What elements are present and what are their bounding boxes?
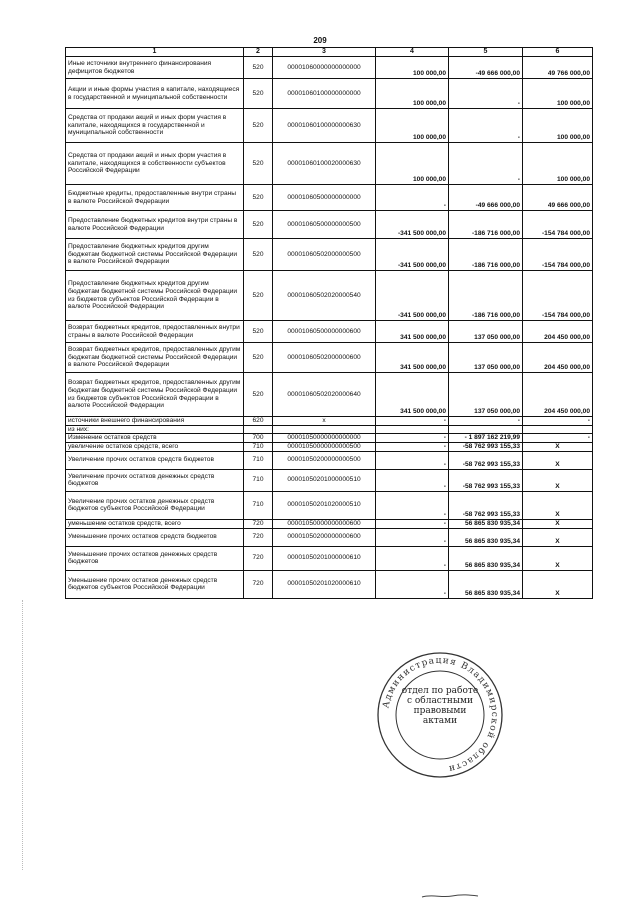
row-code-cell: 520 <box>244 185 273 211</box>
table-row <box>66 442 593 451</box>
row-name-cell: Акции и иные формы участия в капитале, находящиеся в государственной и муниципальной собственности <box>66 79 244 109</box>
row-code-cell: 520 <box>244 57 273 79</box>
row-code-cell: 520 <box>244 343 273 373</box>
row-code-cell: 520 <box>244 109 273 143</box>
row-kbk-cell: 00001060100020000630 <box>273 143 376 185</box>
row-name-cell: Иные источники внутреннего финансирования дефицитов бюджетов <box>66 57 244 79</box>
table-row <box>66 343 593 373</box>
table-row <box>66 546 593 570</box>
row-unexecuted-cell: X <box>523 451 593 469</box>
table-row <box>66 109 593 143</box>
stamp-line-3: правовыми <box>413 706 467 716</box>
table-row <box>66 417 593 426</box>
table-row <box>66 434 593 443</box>
row-code-cell: 710 <box>244 491 273 519</box>
row-approved-cell: 341 500 000,00 <box>376 343 449 373</box>
row-kbk-cell: 00001060500000000600 <box>273 321 376 343</box>
official-stamp <box>375 650 505 780</box>
row-executed-cell: -49 666 000,00 <box>449 57 523 79</box>
table-row <box>66 425 593 434</box>
row-kbk-cell: 00001050201020000610 <box>273 570 376 598</box>
header-col-5: 5 <box>449 48 523 57</box>
row-executed-cell: 137 050 000,00 <box>449 343 523 373</box>
row-executed-cell: - <box>449 417 523 426</box>
row-approved-cell: - <box>376 442 449 451</box>
row-unexecuted-cell: -154 784 000,00 <box>523 239 593 271</box>
row-executed-cell: - <box>449 143 523 185</box>
row-executed-cell: -49 666 000,00 <box>449 185 523 211</box>
row-unexecuted-cell: 204 450 000,00 <box>523 373 593 417</box>
row-unexecuted-cell: X <box>523 442 593 451</box>
row-code-cell: 710 <box>244 469 273 491</box>
header-col-6: 6 <box>523 48 593 57</box>
table-row <box>66 211 593 239</box>
row-kbk-cell: x <box>273 417 376 426</box>
row-approved-cell: - <box>376 528 449 546</box>
table-row <box>66 271 593 321</box>
row-name-cell: Увеличение прочих остатков средств бюджетов <box>66 451 244 469</box>
page-number: 209 <box>313 36 327 45</box>
row-executed-cell: -58 762 993 155,33 <box>449 491 523 519</box>
row-kbk-cell: 00001060100000000630 <box>273 109 376 143</box>
row-approved-cell: 341 500 000,00 <box>376 321 449 343</box>
row-unexecuted-cell: X <box>523 491 593 519</box>
row-unexecuted-cell: 49 666 000,00 <box>523 185 593 211</box>
row-name-cell: Средства от продажи акций и иных форм участия в капитале, находящихся в собственности субъектов Российской Федерации <box>66 143 244 185</box>
row-executed-cell: - <box>449 79 523 109</box>
table-row <box>66 373 593 417</box>
row-name-cell: Предоставление бюджетных кредитов другим бюджетам бюджетной системы Российской Федерации в валюте Российской Федерации <box>66 239 244 271</box>
table-row <box>66 519 593 528</box>
row-executed-cell: 56 865 830 935,34 <box>449 528 523 546</box>
row-executed-cell: 137 050 000,00 <box>449 373 523 417</box>
row-approved-cell: 100 000,00 <box>376 79 449 109</box>
stamp-line-2: с областными <box>406 696 473 706</box>
row-unexecuted-cell: 100 000,00 <box>523 143 593 185</box>
row-executed-cell: 137 050 000,00 <box>449 321 523 343</box>
row-kbk-cell: 00001050201000000610 <box>273 546 376 570</box>
row-unexecuted-cell: X <box>523 528 593 546</box>
row-approved-cell: - <box>376 570 449 598</box>
row-executed-cell: - <box>449 109 523 143</box>
row-approved-cell: - <box>376 434 449 443</box>
row-name-cell: Предоставление бюджетных кредитов другим бюджетам бюджетной системы Российской Федерации из бюджетов субъектов Российской Федерации в валюте Российской Федерации <box>66 271 244 321</box>
row-unexecuted-cell: 100 000,00 <box>523 109 593 143</box>
row-executed-cell: -186 716 000,00 <box>449 239 523 271</box>
row-unexecuted-cell: 100 000,00 <box>523 79 593 109</box>
row-unexecuted-cell: 49 766 000,00 <box>523 57 593 79</box>
table-body <box>66 57 593 599</box>
row-name-cell: из них: <box>66 425 244 434</box>
row-kbk-cell <box>273 425 376 434</box>
row-approved-cell: -341 500 000,00 <box>376 271 449 321</box>
row-executed-cell: 56 865 830 935,34 <box>449 546 523 570</box>
row-kbk-cell: 00001050201000000510 <box>273 469 376 491</box>
row-code-cell <box>244 425 273 434</box>
budget-sources-table <box>65 47 593 599</box>
row-kbk-cell: 00001060000000000000 <box>273 57 376 79</box>
row-name-cell: уменьшение остатков средств, всего <box>66 519 244 528</box>
row-code-cell: 710 <box>244 451 273 469</box>
row-code-cell: 520 <box>244 271 273 321</box>
table-row <box>66 143 593 185</box>
row-code-cell: 720 <box>244 528 273 546</box>
row-approved-cell: -341 500 000,00 <box>376 211 449 239</box>
row-kbk-cell: 00001050000000000000 <box>273 434 376 443</box>
row-name-cell: Бюджетные кредиты, предоставленные внутри страны в валюте Российской Федерации <box>66 185 244 211</box>
row-approved-cell: - <box>376 417 449 426</box>
row-kbk-cell: 00001050000000000500 <box>273 442 376 451</box>
row-approved-cell: - <box>376 469 449 491</box>
row-executed-cell: -58 762 993 155,33 <box>449 451 523 469</box>
row-approved-cell: - <box>376 546 449 570</box>
table-row <box>66 185 593 211</box>
row-name-cell: Возврат бюджетных кредитов, предоставленных другим бюджетам бюджетной системы Российской Федерации в валюте Российской Федерации <box>66 343 244 373</box>
table-row <box>66 57 593 79</box>
stamp-ring-text: Администрация Владимирской области <box>381 655 500 774</box>
row-code-cell: 520 <box>244 373 273 417</box>
row-approved-cell: - <box>376 185 449 211</box>
row-kbk-cell: 00001060500000000500 <box>273 211 376 239</box>
pen-mark-icon <box>420 893 480 899</box>
row-executed-cell <box>449 425 523 434</box>
table-row <box>66 469 593 491</box>
row-approved-cell <box>376 425 449 434</box>
row-name-cell: Уменьшение прочих остатков денежных средств бюджетов <box>66 546 244 570</box>
row-unexecuted-cell: -154 784 000,00 <box>523 271 593 321</box>
row-executed-cell: 56 865 830 935,34 <box>449 570 523 598</box>
row-name-cell: Возврат бюджетных кредитов, предоставленных другим бюджетам бюджетной системы Российской Федерации из бюджетов субъектов Российской Федерации в валюте Российской Федерации <box>66 373 244 417</box>
row-code-cell: 520 <box>244 239 273 271</box>
header-col-3: 3 <box>273 48 376 57</box>
row-executed-cell: -186 716 000,00 <box>449 211 523 239</box>
row-code-cell: 720 <box>244 519 273 528</box>
header-col-2: 2 <box>244 48 273 57</box>
table-row <box>66 491 593 519</box>
row-name-cell: увеличение остатков средств, всего <box>66 442 244 451</box>
row-unexecuted-cell: X <box>523 570 593 598</box>
row-kbk-cell: 00001060500000000000 <box>273 185 376 211</box>
row-unexecuted-cell: - <box>523 417 593 426</box>
stamp-line-1: отдел по работе <box>401 686 479 696</box>
row-approved-cell: 100 000,00 <box>376 143 449 185</box>
row-executed-cell: -186 716 000,00 <box>449 271 523 321</box>
row-code-cell: 620 <box>244 417 273 426</box>
table-row <box>66 451 593 469</box>
row-name-cell: Предоставление бюджетных кредитов внутри страны в валюте Российской Федерации <box>66 211 244 239</box>
row-unexecuted-cell <box>523 425 593 434</box>
row-kbk-cell: 00001050000000000600 <box>273 519 376 528</box>
row-name-cell: Средства от продажи акций и иных форм участия в капитале, находящихся в государственной и муниципальной собственности <box>66 109 244 143</box>
row-kbk-cell: 00001060502000000600 <box>273 343 376 373</box>
row-name-cell: Увеличение прочих остатков денежных средств бюджетов <box>66 469 244 491</box>
row-name-cell: Увеличение прочих остатков денежных средств бюджетов субъектов Российской Федерации <box>66 491 244 519</box>
row-code-cell: 520 <box>244 79 273 109</box>
table-row <box>66 321 593 343</box>
row-kbk-cell: 00001050201020000510 <box>273 491 376 519</box>
row-kbk-cell: 00001060502000000500 <box>273 239 376 271</box>
table-header-row <box>66 48 593 57</box>
row-code-cell: 700 <box>244 434 273 443</box>
row-executed-cell: -58 762 993 155,33 <box>449 442 523 451</box>
row-code-cell: 520 <box>244 321 273 343</box>
table-row <box>66 570 593 598</box>
row-kbk-cell: 00001050200000000600 <box>273 528 376 546</box>
stamp-inner-text <box>397 686 483 726</box>
table-row <box>66 528 593 546</box>
row-approved-cell: - <box>376 451 449 469</box>
stamp-line-4: актами <box>422 716 458 726</box>
row-kbk-cell: 00001060100000000000 <box>273 79 376 109</box>
row-approved-cell: 100 000,00 <box>376 57 449 79</box>
row-executed-cell: - 1 897 162 219,99 <box>449 434 523 443</box>
row-code-cell: 520 <box>244 143 273 185</box>
row-unexecuted-cell: 204 450 000,00 <box>523 343 593 373</box>
scan-margin-mark <box>22 600 24 870</box>
row-unexecuted-cell: X <box>523 469 593 491</box>
row-code-cell: 720 <box>244 546 273 570</box>
row-unexecuted-cell: X <box>523 519 593 528</box>
row-unexecuted-cell: 204 450 000,00 <box>523 321 593 343</box>
row-executed-cell: -58 762 993 155,33 <box>449 469 523 491</box>
row-name-cell: Изменение остатков средств <box>66 434 244 443</box>
row-kbk-cell: 00001050200000000500 <box>273 451 376 469</box>
table-row <box>66 79 593 109</box>
row-code-cell: 520 <box>244 211 273 239</box>
row-name-cell: Уменьшение прочих остатков денежных средств бюджетов субъектов Российской Федерации <box>66 570 244 598</box>
row-approved-cell: - <box>376 491 449 519</box>
row-approved-cell: 100 000,00 <box>376 109 449 143</box>
table-row <box>66 239 593 271</box>
row-approved-cell: 341 500 000,00 <box>376 373 449 417</box>
row-kbk-cell: 00001060502020000540 <box>273 271 376 321</box>
row-kbk-cell: 00001060502020000640 <box>273 373 376 417</box>
row-name-cell: источники внешнего финансирования <box>66 417 244 426</box>
row-code-cell: 710 <box>244 442 273 451</box>
row-code-cell: 720 <box>244 570 273 598</box>
row-unexecuted-cell: - <box>523 434 593 443</box>
header-col-4: 4 <box>376 48 449 57</box>
row-unexecuted-cell: X <box>523 546 593 570</box>
row-approved-cell: - <box>376 519 449 528</box>
row-approved-cell: -341 500 000,00 <box>376 239 449 271</box>
header-col-1: 1 <box>66 48 244 57</box>
row-unexecuted-cell: -154 784 000,00 <box>523 211 593 239</box>
row-executed-cell: 56 865 830 935,34 <box>449 519 523 528</box>
row-name-cell: Возврат бюджетных кредитов, предоставленных внутри страны в валюте Российской Федерации <box>66 321 244 343</box>
row-name-cell: Уменьшение прочих остатков средств бюджетов <box>66 528 244 546</box>
